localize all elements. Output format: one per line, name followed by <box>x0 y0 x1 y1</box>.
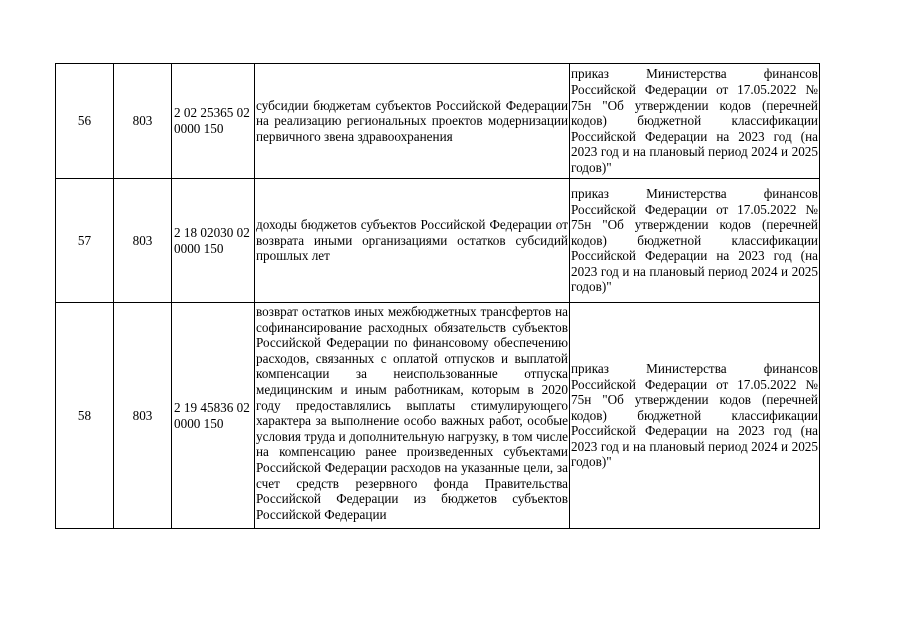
admin-code-cell: 803 <box>114 303 172 529</box>
income-name-cell: возврат остатков иных межбюджетных трансфертов на софинансирование расходных обязательств субъектов Российской Федерации по финансовому обеспечению расходов, связанных с оплатой отпусков и выплатой компенсации за неиспользованные отпуска медицинским и иным работникам, которым в 2020 году предоставлялись выплаты стимулирующего характера за выполнение особо важных работ, особые условия труда и дополнительную нагрузку, в том числе на компенсацию ранее произведенных субъектами Российской Федерации расходов на указанные цели, за счет средств резервного фонда Правительства Российской Федерации из бюджетов субъектов Российской Федерации <box>255 303 570 529</box>
budget-codes-table <box>55 63 820 529</box>
table-row <box>56 64 820 179</box>
income-name-cell: субсидии бюджетам субъектов Российской Федерации на реализацию региональных проектов модернизации первичного звена здравоохранения <box>255 64 570 179</box>
legal-basis-cell: приказ Министерства финансов Российской Федерации от 17.05.2022 № 75н "Об утверждении кодов (перечней кодов) бюджетной классификации Российской Федерации на 2023 год (на 2023 год и на плановый период 2024 и 2025 годов)" <box>570 179 820 303</box>
budget-code-cell: 2 18 02030 02 0000 150 <box>172 179 255 303</box>
budget-code-cell: 2 02 25365 02 0000 150 <box>172 64 255 179</box>
row-number-cell: 56 <box>56 64 114 179</box>
table-row <box>56 303 820 529</box>
legal-basis-cell: приказ Министерства финансов Российской Федерации от 17.05.2022 № 75н "Об утверждении кодов (перечней кодов) бюджетной классификации Российской Федерации на 2023 год (на 2023 год и на плановый период 2024 и 2025 годов)" <box>570 64 820 179</box>
row-number-cell: 57 <box>56 179 114 303</box>
admin-code-cell: 803 <box>114 179 172 303</box>
legal-basis-cell: приказ Министерства финансов Российской Федерации от 17.05.2022 № 75н "Об утверждении кодов (перечней кодов) бюджетной классификации Российской Федерации на 2023 год (на 2023 год и на плановый период 2024 и 2025 годов)" <box>570 303 820 529</box>
admin-code-cell: 803 <box>114 64 172 179</box>
budget-code-cell: 2 19 45836 02 0000 150 <box>172 303 255 529</box>
table-row <box>56 179 820 303</box>
row-number-cell: 58 <box>56 303 114 529</box>
income-name-cell: доходы бюджетов субъектов Российской Федерации от возврата иными организациями остатков субсидий прошлых лет <box>255 179 570 303</box>
